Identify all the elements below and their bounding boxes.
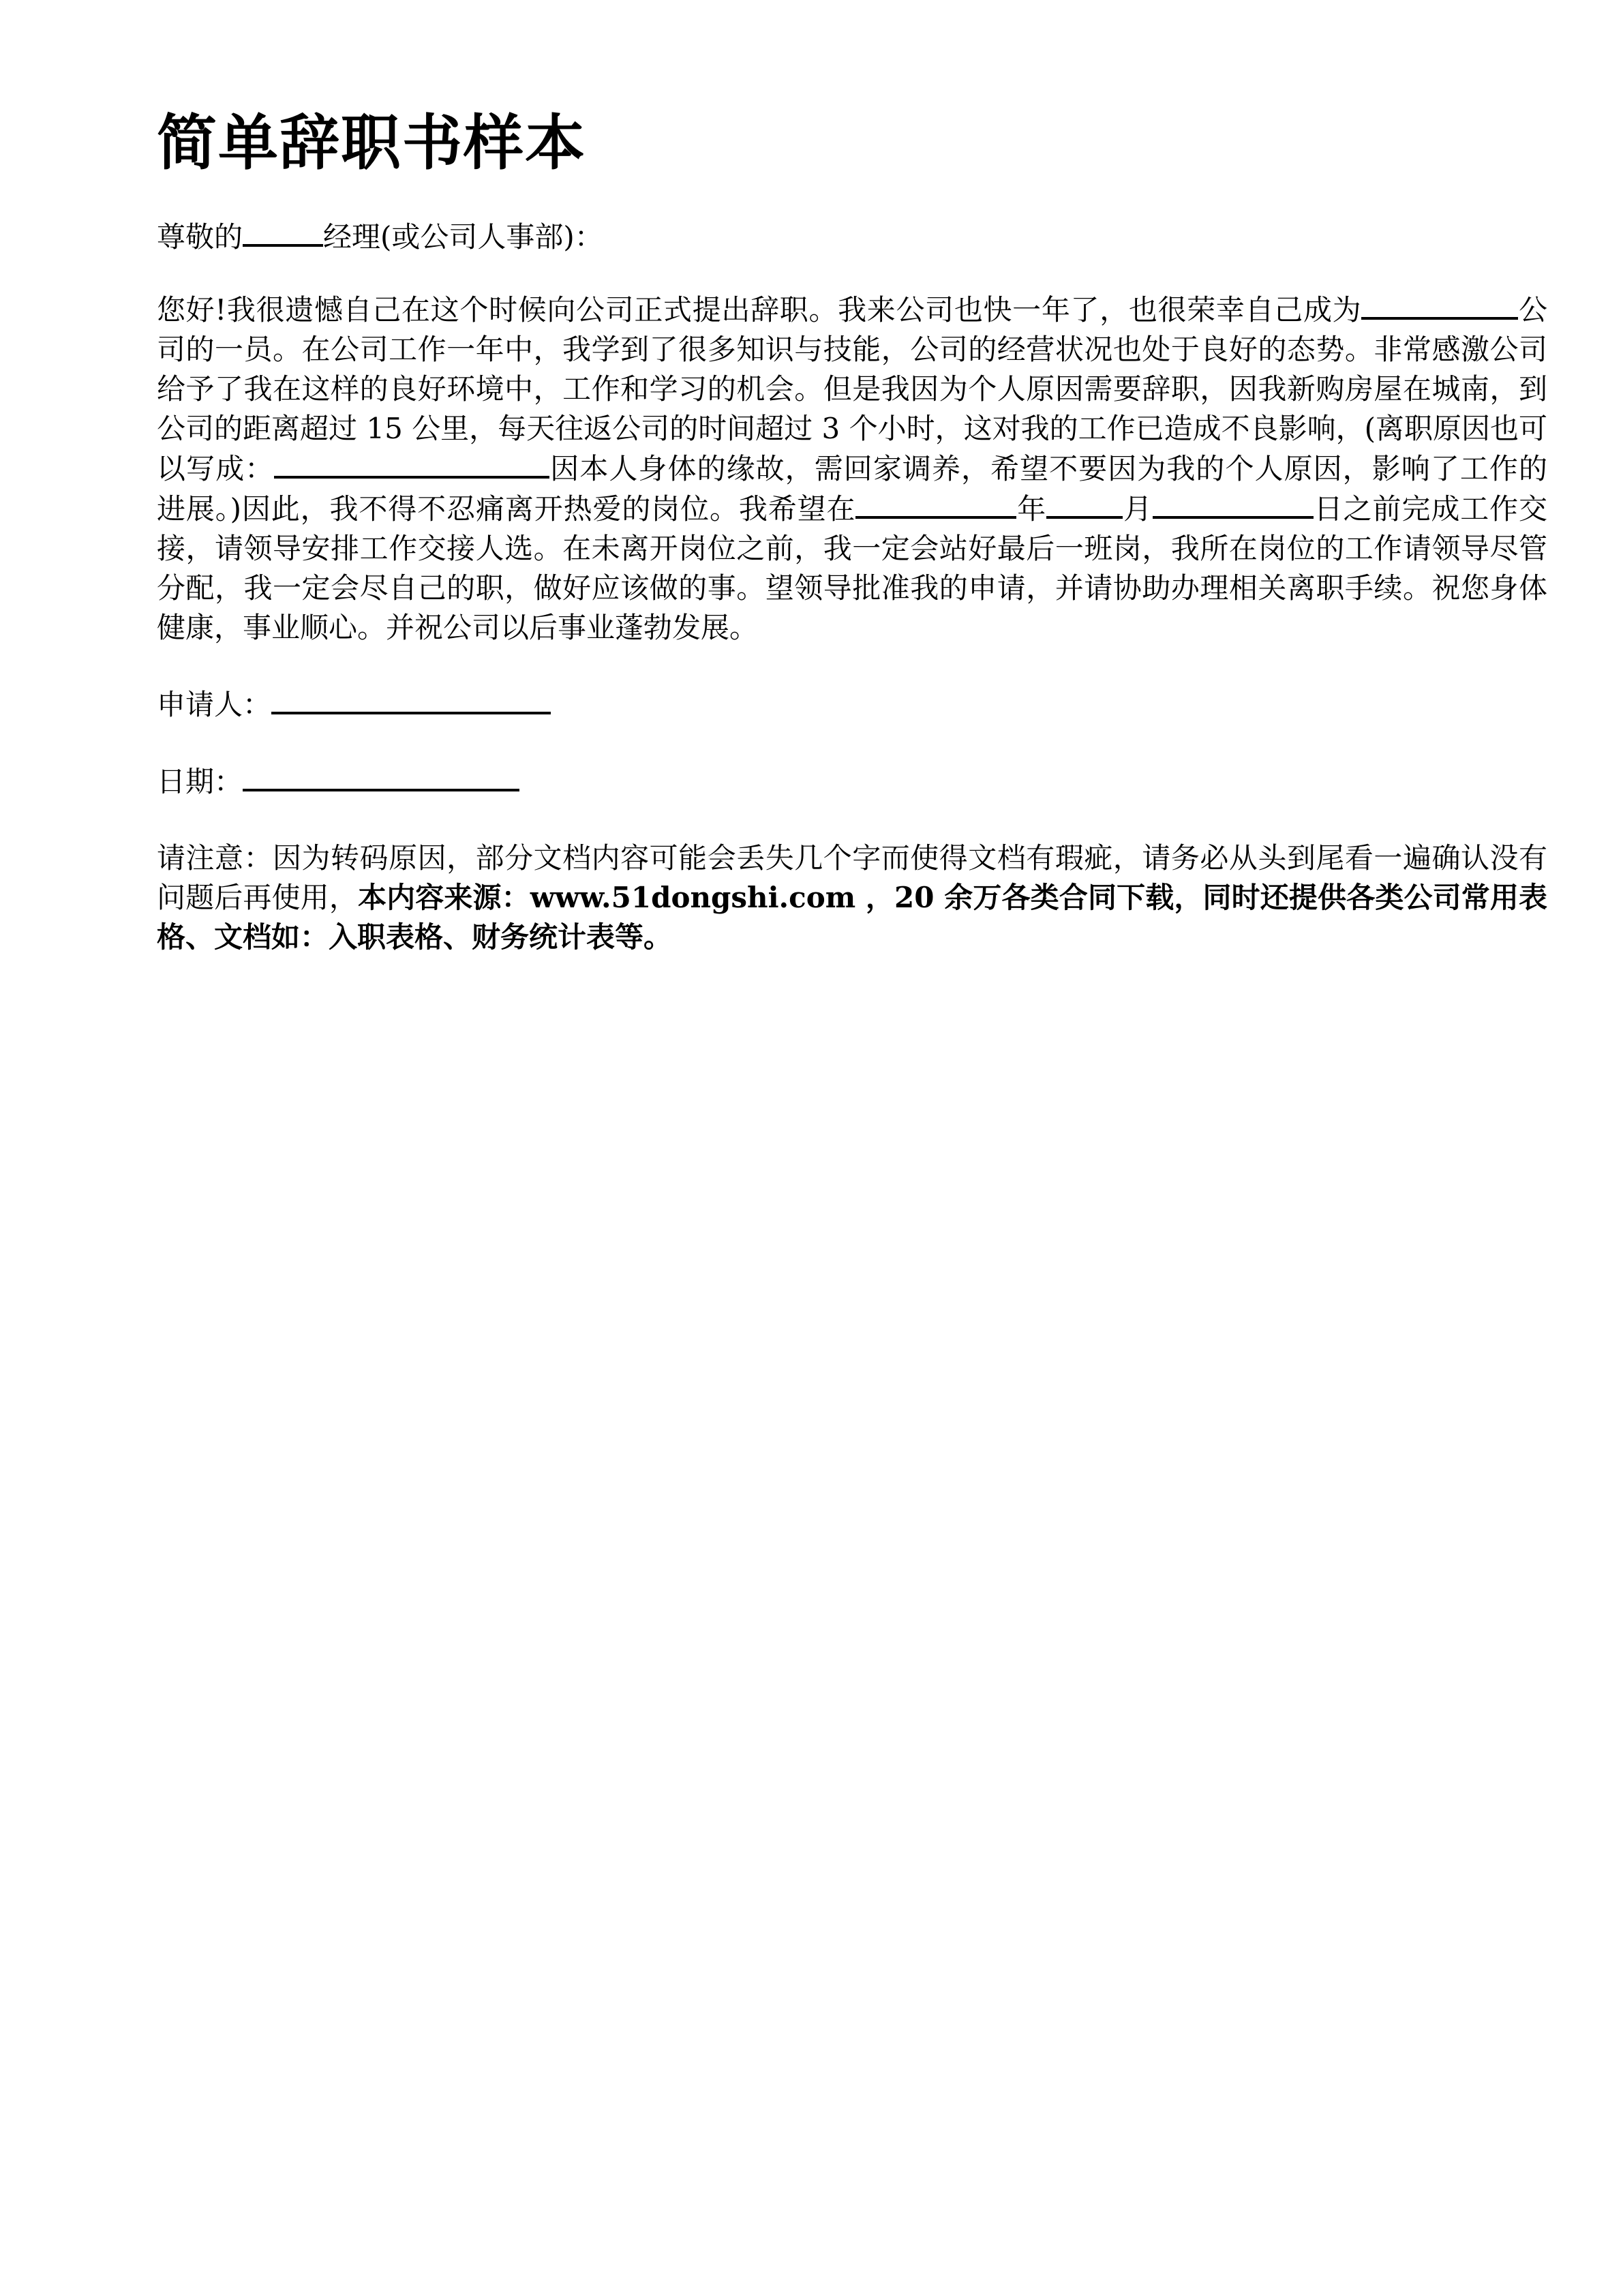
body-text-1: 您好!我很遗憾自己在这个时候向公司正式提出辞职。我来公司也快一年了，也很荣幸自己成为: [157, 293, 1362, 327]
notice-source-text: 本内容来源：www.51dongshi.com ，20 余万各类合同下载，同时还提供各类公司常用表格、文档如：入职表格、财务统计表等。: [157, 881, 1547, 954]
month-label: 月: [1123, 492, 1153, 526]
notice-paragraph: [157, 839, 1547, 957]
spacer: [157, 257, 1547, 290]
day-blank: [1153, 489, 1314, 519]
spacer: [157, 725, 1547, 761]
year-label: 年: [1016, 492, 1047, 526]
salutation-prefix: 尊敬的: [157, 220, 243, 254]
spacer: [157, 802, 1547, 839]
month-blank: [1046, 489, 1123, 519]
date-blank: [243, 761, 519, 791]
date-label: 日期：: [157, 765, 243, 798]
applicant-label: 申请人：: [157, 688, 272, 721]
body-text-2: 公司的一员。在公司工作一年中，我学到了很多知识与技能，公司的经营状况也处于良好的态势。非常感激公司给予了我在这样的良好环境中，工作和学习的机会。但是我因为个人原因需要辞职，因我新购房屋在城南，到公司的距离超过 15 公里，每天往返公司的时间超过 3 个小时，这对我的工作已造成不良影响，(离职原因也可以写成：: [157, 293, 1547, 485]
company-name-blank-end: [1389, 290, 1518, 320]
body-text-4: 日之前完成工作交接，请领导安排工作交接人选。在未离开岗位之前，我一定会站好最后一班岗，我所在岗位的工作请领导尽管分配，我一定会尽自己的职，做好应该做的事。望领导批准我的申请，并请协助办理相关离职手续。祝您身体健康，事业顺心。并祝公司以后事业蓬勃发展。: [157, 492, 1547, 644]
salutation-suffix: 经理(或公司人事部)：: [323, 220, 603, 254]
salutation-line: [157, 217, 1547, 257]
reason-blank: [274, 449, 549, 479]
applicant-line: [157, 684, 1547, 725]
manager-name-blank: [243, 217, 323, 247]
applicant-signature-blank: [271, 684, 551, 714]
body-text-3: 因本人身体的缘故，需回家调养，希望不要因为我的个人原因，影响了工作的进展。)因此，我不得不忍痛离开热爱的岗位。我希望在: [157, 452, 1547, 526]
document-title: 简单辞职书样本: [157, 108, 587, 178]
document-page: [157, 102, 1547, 957]
date-line: [157, 761, 1547, 802]
notice-text: 请注意：因为转码原因，部分文档内容可能会丢失几个字而使得文档有瑕疵，请务必从头到尾看一遍确认没有问题后再使用，: [157, 841, 1547, 914]
company-name-blank-start: [1361, 290, 1389, 320]
spacer: [157, 648, 1547, 684]
body-paragraph: [157, 290, 1547, 648]
year-blank: [855, 489, 1016, 519]
